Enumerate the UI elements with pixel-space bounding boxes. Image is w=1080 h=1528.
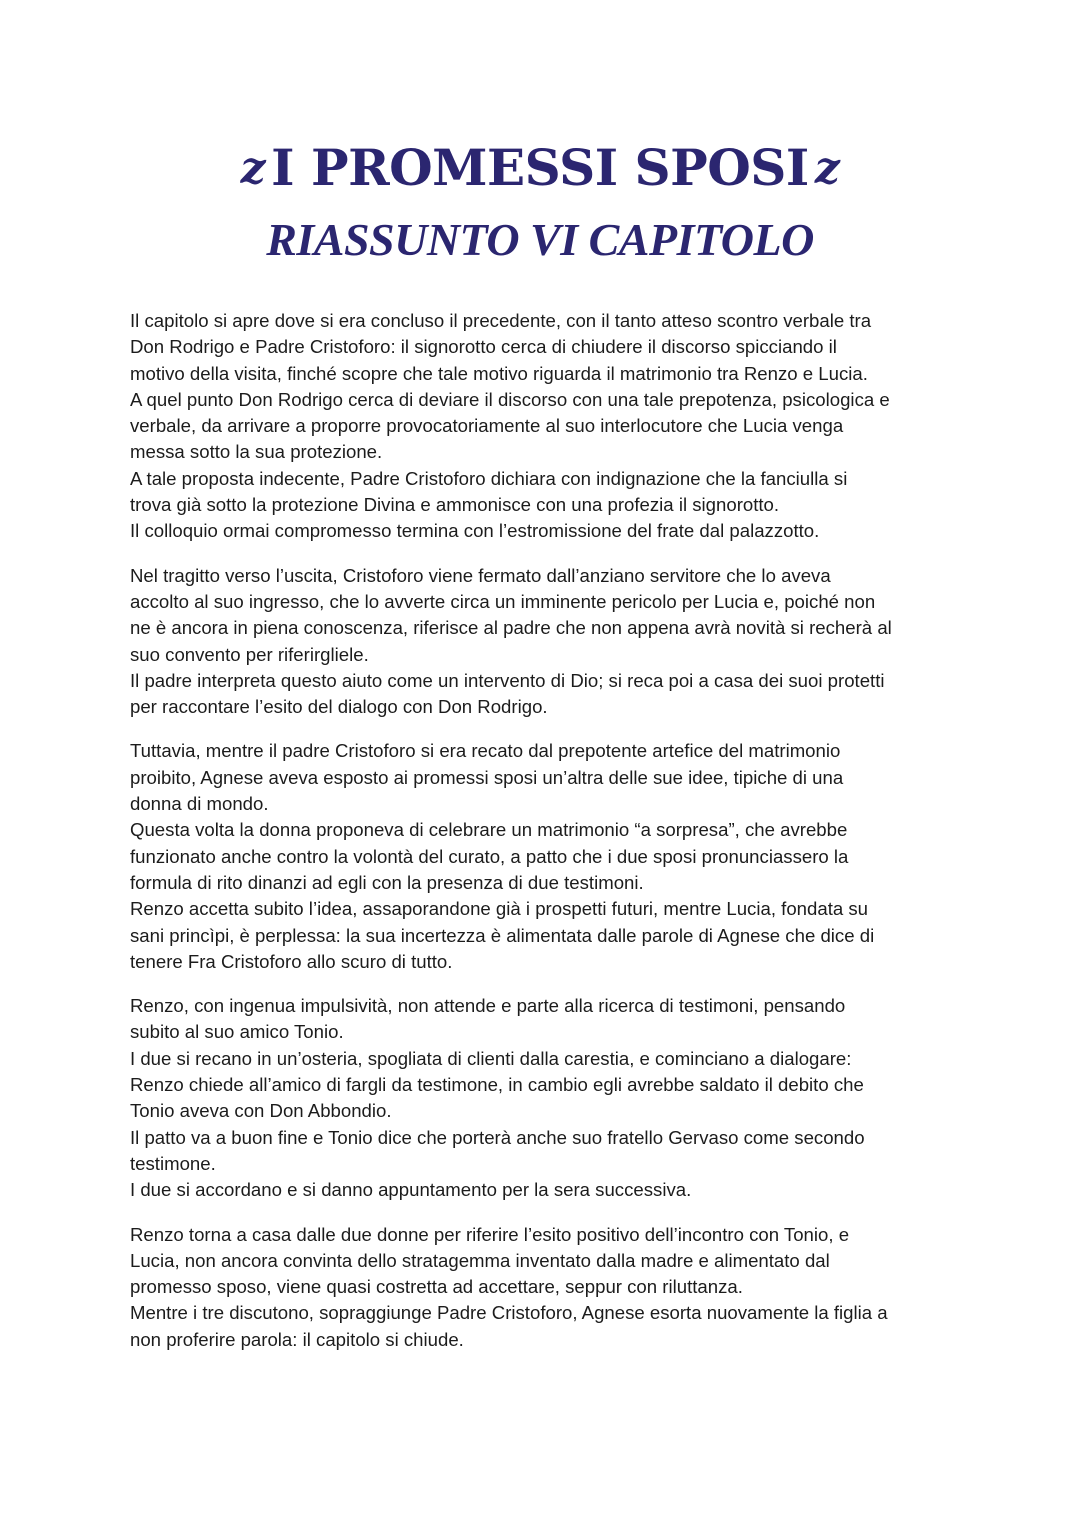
paragraph bbox=[130, 1222, 960, 1353]
text-line: A tale proposta indecente, Padre Cristoforo dichiara con indignazione che la fanciulla si bbox=[130, 467, 848, 489]
paragraph bbox=[130, 308, 960, 545]
text-line: non proferire parola: il capitolo si chiude. bbox=[130, 1328, 464, 1350]
text-line: ne è ancora in piena conoscenza, riferisce al padre che non appena avrà novità si recherà al bbox=[130, 617, 892, 639]
text-line: trova già sotto la protezione Divina e ammonisce con una profezia il signorotto. bbox=[130, 494, 780, 516]
title-text: I PROMESSI SPOSI bbox=[271, 138, 809, 197]
text-line: proibito, Agnese aveva esposto ai promessi sposi un’altra delle sue idee, tipiche di una bbox=[130, 766, 844, 788]
text-line: I due si accordano e si danno appuntamento per la sera successiva. bbox=[130, 1179, 692, 1201]
text-line: tenere Fra Cristoforo allo scuro di tutto. bbox=[130, 950, 453, 972]
ornament-right: z bbox=[814, 143, 840, 194]
text-line: Il padre interpreta questo aiuto come un intervento di Dio; si reca poi a casa dei suoi protetti bbox=[130, 669, 885, 691]
text-line: Don Rodrigo e Padre Cristoforo: il signorotto cerca di chiudere il discorso spicciando il bbox=[130, 336, 837, 358]
text-line: I due si recano in un’osteria, spogliata di clienti dalla carestia, e cominciano a dialogare: bbox=[130, 1047, 852, 1069]
text-line: Mentre i tre discutono, sopraggiunge Padre Cristoforo, Agnese esorta nuovamente la figlia a bbox=[130, 1302, 888, 1324]
text-line: suo convento per riferirgliele. bbox=[130, 643, 369, 665]
text-line: verbale, da arrivare a proporre provocatoriamente al suo interlocutore che Lucia venga bbox=[130, 415, 844, 437]
text-line: accolto al suo ingresso, che lo avverte circa un imminente pericolo per Lucia e, poiché non bbox=[130, 590, 876, 612]
text-line: Renzo accetta subito l’idea, assaporandone già i prospetti futuri, mentre Lucia, fondata su bbox=[130, 898, 869, 920]
document-subtitle: RIASSUNTO VI CAPITOLO bbox=[266, 214, 814, 265]
text-line: messa sotto la sua protezione. bbox=[130, 441, 383, 463]
text-line: Renzo torna a casa dalle due donne per riferire l’esito positivo dell’incontro con Tonio, e bbox=[130, 1223, 850, 1245]
text-line: Renzo chiede all’amico di fargli da testimone, in cambio egli avrebbe saldato il debito che bbox=[130, 1074, 864, 1096]
text-line: Lucia, non ancora convinta dello stratagemma inventato dalla madre e alimentato dal bbox=[130, 1249, 830, 1271]
text-line: per raccontare l’esito del dialogo con Don Rodrigo. bbox=[130, 696, 548, 718]
text-line: Il colloquio ormai compromesso termina con l’estromissione del frate dal palazzotto. bbox=[130, 520, 820, 542]
text-line: Nel tragitto verso l’uscita, Cristoforo viene fermato dall’anziano servitore che lo aveva bbox=[130, 564, 831, 586]
text-line: motivo della visita, finché scopre che tale motivo riguarda il matrimonio tra Renzo e Lucia. bbox=[130, 362, 868, 384]
text-line: Renzo, con ingenua impulsività, non attende e parte alla ricerca di testimoni, pensando bbox=[130, 995, 846, 1017]
text-line: Tonio aveva con Don Abbondio. bbox=[130, 1100, 392, 1122]
document-body bbox=[130, 308, 960, 1371]
text-line: Il patto va a buon fine e Tonio dice che porterà anche suo fratello Gervaso come secondo bbox=[130, 1126, 865, 1148]
ornament-left: z bbox=[240, 143, 266, 194]
text-line: Tuttavia, mentre il padre Cristoforo si era recato dal prepotente artefice del matrimonio bbox=[130, 740, 841, 762]
text-line: sani princìpi, è perplessa: la sua incertezza è alimentata dalle parole di Agnese che dice di bbox=[130, 924, 875, 946]
text-line: A quel punto Don Rodrigo cerca di deviare il discorso con una tale prepotenza, psicologica e bbox=[130, 388, 890, 410]
text-line: formula di rito dinanzi ad egli con la presenza di due testimoni. bbox=[130, 871, 644, 893]
text-line: subito al suo amico Tonio. bbox=[130, 1021, 344, 1043]
paragraph bbox=[130, 993, 960, 1203]
text-line: Questa volta la donna proponeva di celebrare un matrimonio “a sorpresa”, che avrebbe bbox=[130, 819, 848, 841]
title-block bbox=[0, 138, 1080, 269]
text-line: Il capitolo si apre dove si era concluso il precedente, con il tanto atteso scontro verbale tra bbox=[130, 310, 872, 331]
paragraph bbox=[130, 563, 960, 721]
text-line: funzionato anche contro la volontà del curato, a patto che i due sposi pronunciassero la bbox=[130, 845, 849, 867]
document-title bbox=[0, 138, 1080, 199]
paragraph bbox=[130, 738, 960, 975]
text-line: donna di mondo. bbox=[130, 793, 269, 815]
text-line: testimone. bbox=[130, 1152, 216, 1174]
text-line: promesso sposo, viene quasi costretta ad accettare, seppur con riluttanza. bbox=[130, 1276, 743, 1298]
